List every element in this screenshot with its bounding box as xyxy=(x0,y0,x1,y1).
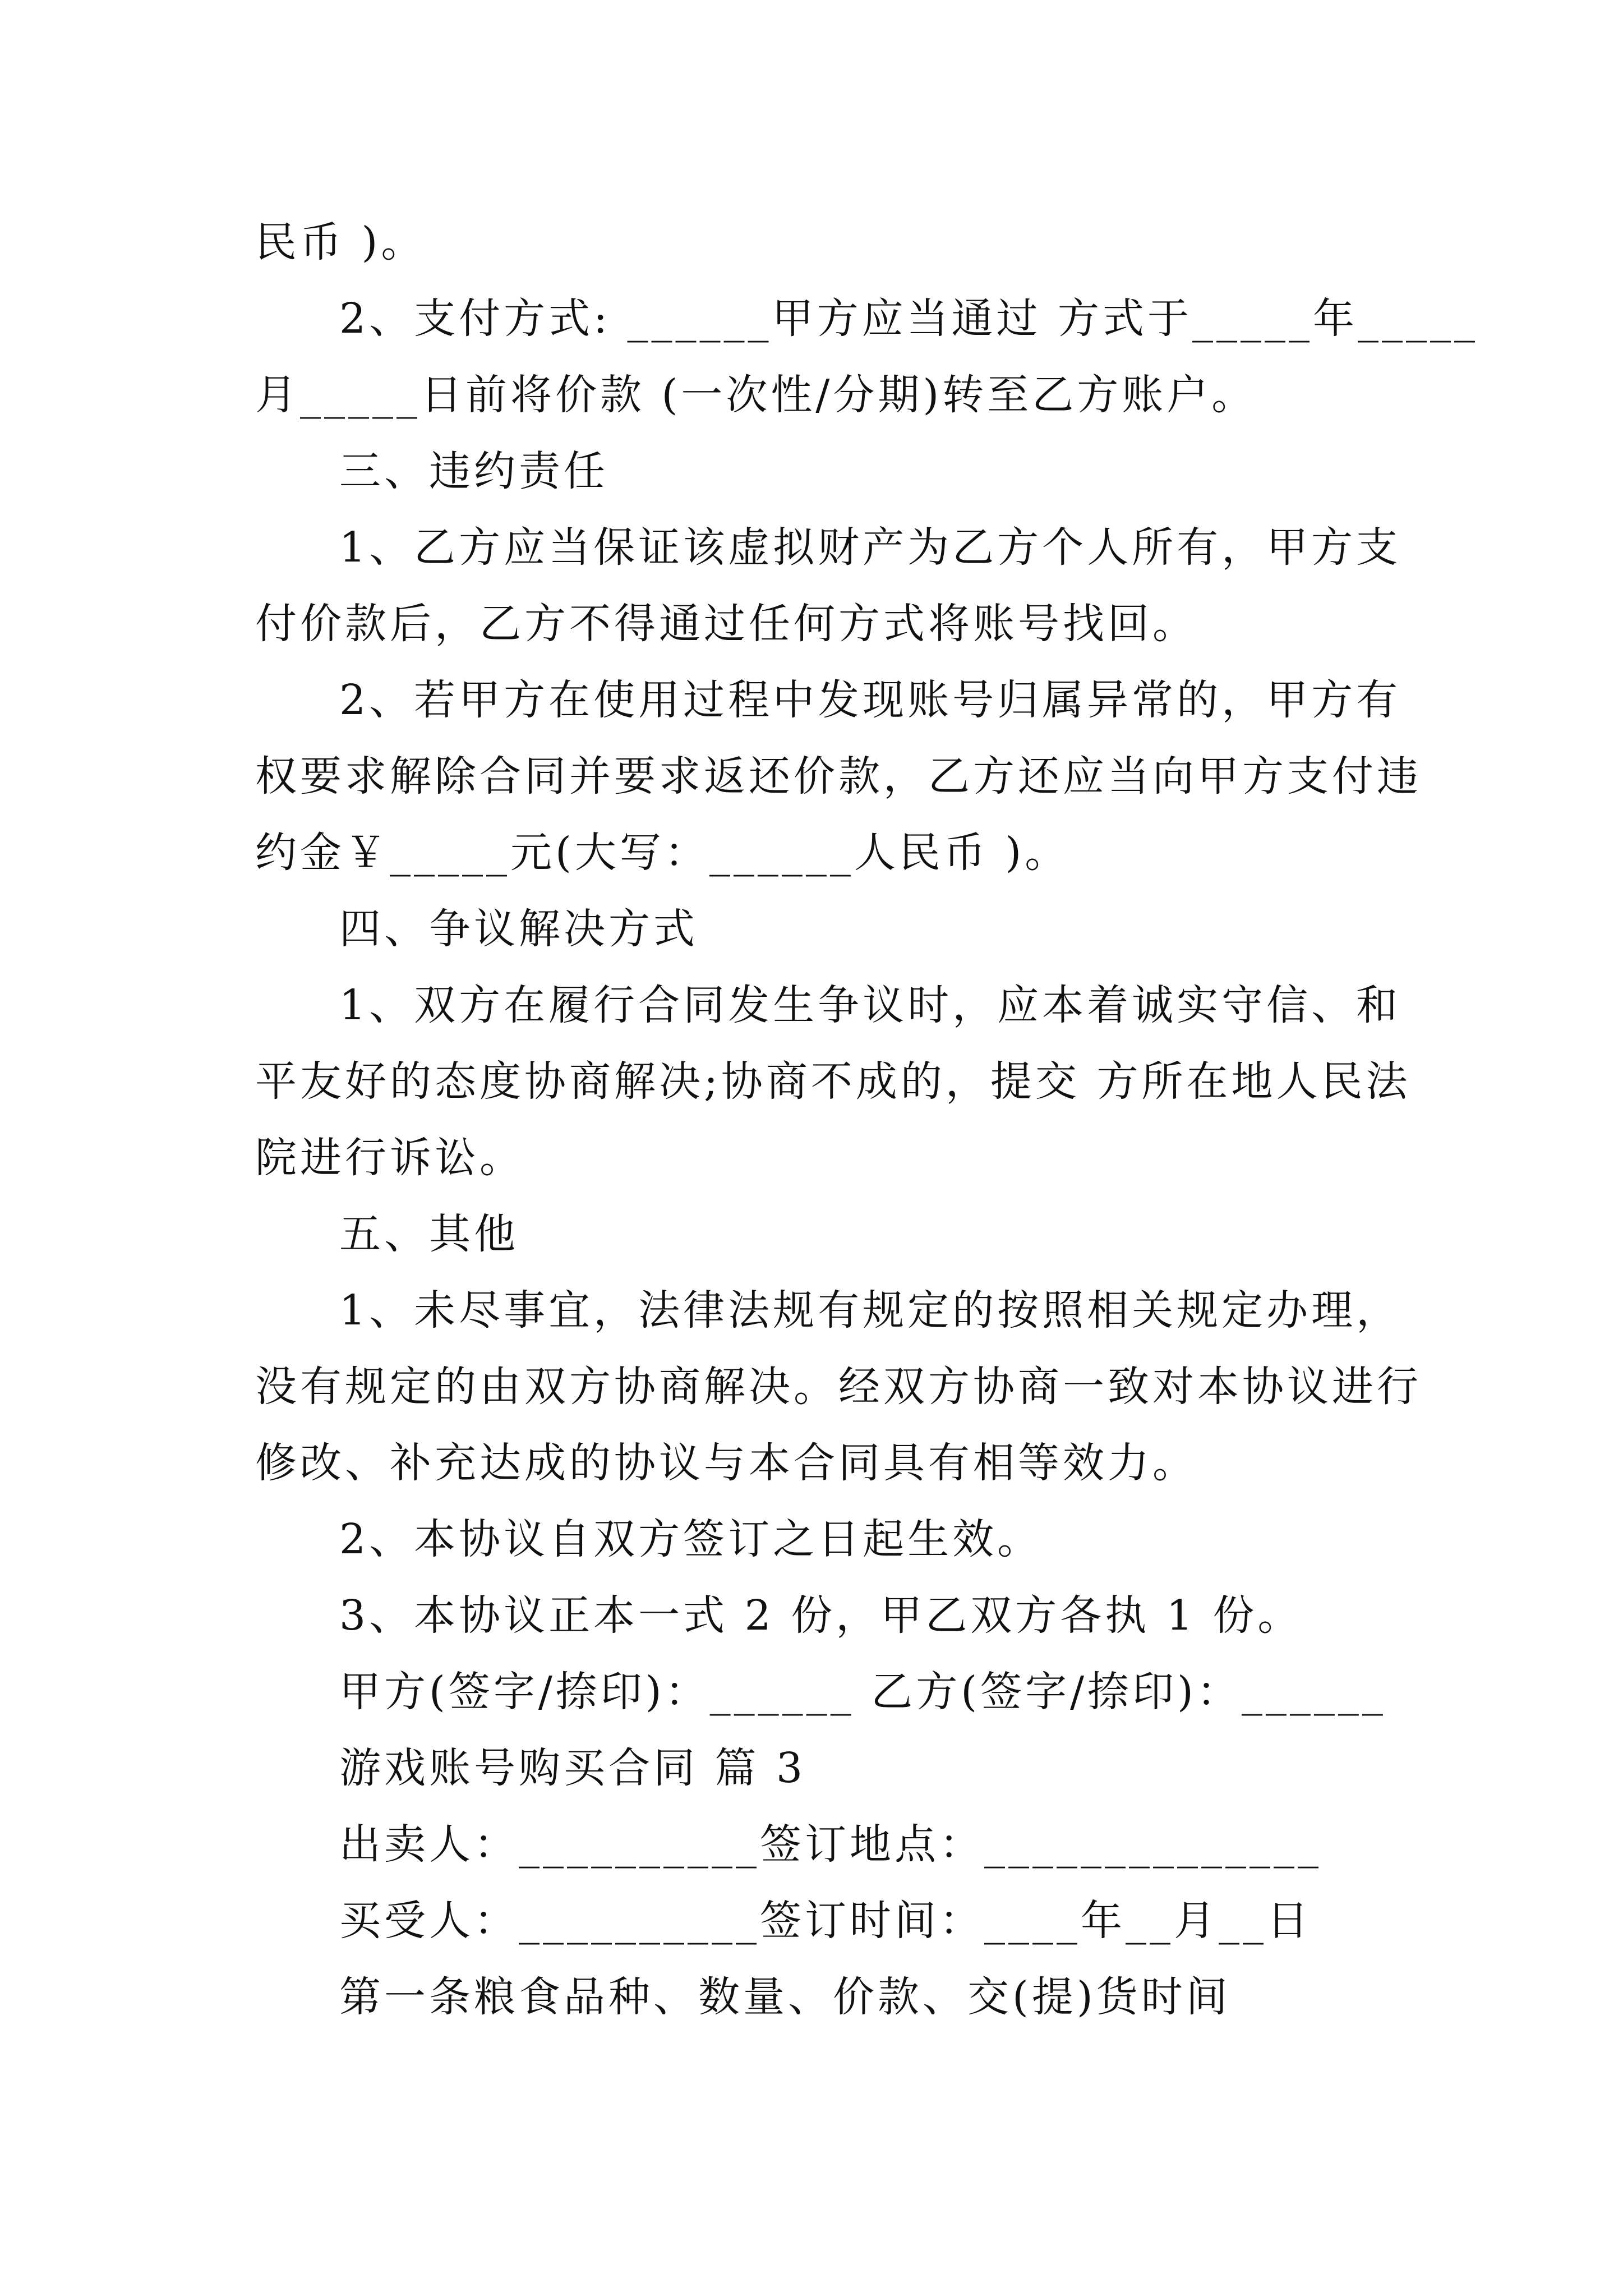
text-line-other-1-cont: 没有规定的由双方协商解决。经双方协商一致对本协议进行 xyxy=(255,1363,1422,1411)
text-line-dispute-1: 1、双方在履行合同发生争议时，应本着诚实守信、和 xyxy=(339,981,1401,1029)
text-line-liability-2-penalty: 约金￥_____元(大写：______人民币 )。 xyxy=(255,829,1070,877)
text-line-other-3: 3、本协议正本一式 2 份，甲乙双方各执 1 份。 xyxy=(339,1591,1303,1640)
text-line-other-2: 2、本协议自双方签订之日起生效。 xyxy=(339,1515,1043,1563)
text-line-payment-method-cont: 月_____日前将价款 (一次性/分期)转至乙方账户。 xyxy=(255,371,1257,419)
text-line-article-1: 第一条粮食品种、数量、价款、交(提)货时间 xyxy=(339,1973,1231,2021)
section-heading-other: 五、其他 xyxy=(339,1210,519,1258)
text-line-buyer: 买受人：__________签订时间：____年__月__日 xyxy=(339,1897,1312,1945)
signature-line: 甲方(签字/捺印)：______ 乙方(签字/捺印)：______ xyxy=(339,1668,1386,1716)
text-line-liability-2: 2、若甲方在使用过程中发现账号归属异常的，甲方有 xyxy=(339,676,1401,724)
text-line-liability-2-cont: 权要求解除合同并要求返还价款，乙方还应当向甲方支付违 xyxy=(255,752,1422,800)
text-line-other-1: 1、未尽事宜，法律法规有规定的按照相关规定办理， xyxy=(339,1286,1401,1335)
text-line-liability-1: 1、乙方应当保证该虚拟财产为乙方个人所有，甲方支 xyxy=(339,523,1401,572)
text-line-dispute-1-cont: 平友好的态度协商解决;协商不成的，提交 方所在地人民法 xyxy=(255,1057,1411,1106)
section-heading-liability: 三、违约责任 xyxy=(339,447,608,495)
text-line-payment-method: 2、支付方式: ______甲方应当通过 方式于_____年_____ xyxy=(339,295,1479,343)
section-heading-dispute: 四、争议解决方式 xyxy=(339,905,698,953)
text-line-seller: 出卖人：__________签订地点：______________ xyxy=(339,1820,1322,1869)
text-line-currency-close: 民币 )。 xyxy=(255,218,426,266)
contract-title-part-3: 游戏账号购买合同 篇 3 xyxy=(339,1744,806,1792)
text-line-dispute-1-end: 院进行诉讼。 xyxy=(255,1134,524,1182)
text-line-other-1-end: 修改、补充达成的协议与本合同具有相等效力。 xyxy=(255,1439,1197,1487)
text-line-liability-1-cont: 付价款后，乙方不得通过任何方式将账号找回。 xyxy=(255,600,1197,648)
